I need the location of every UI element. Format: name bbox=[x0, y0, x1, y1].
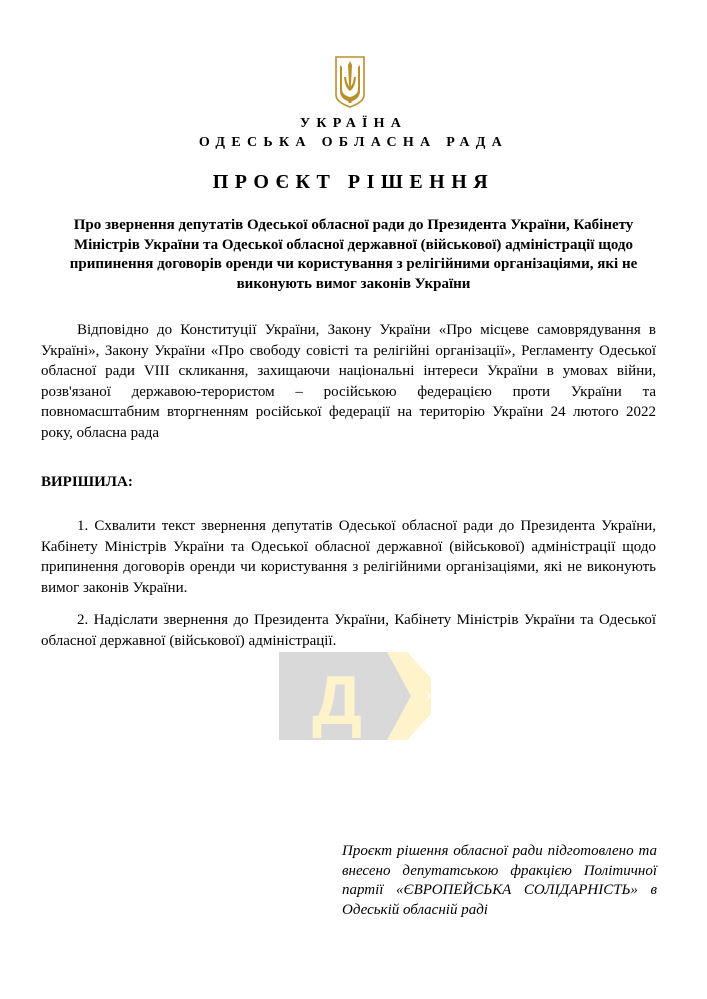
watermark-logo bbox=[279, 652, 431, 740]
watermark-letter: Д bbox=[312, 661, 362, 739]
council-name: ОДЕСЬКА ОБЛАСНА РАДА bbox=[198, 135, 509, 150]
document-title: ПРОЄКТ РІШЕННЯ bbox=[212, 171, 495, 193]
decision-item-1: 1. Схвалити текст звернення депутатів Одеської обласної ради до Президента України, Кабінету Міністрів України та Одеської обласної державної (військової) адміністрації щодо припинення договорів оренди чи користування з релігійними організаціями, які не виконують вимог законів України. bbox=[41, 518, 656, 596]
country-name: УКРАЇНА bbox=[299, 116, 408, 131]
author-note: Проєкт рішення обласної ради підготовлено та внесено депутатською фракцією Політичної партії «ЄВРОПЕЙСЬКА СОЛІДАРНІСТЬ» в Одеській обласній раді bbox=[342, 843, 657, 918]
decision-subject: Про звернення депутатів Одеської обласної ради до Президента України, Кабінету Міністрів України та Одеської обласної державної (військової) адміністрації щодо припинення договорів оренди чи користування з релігійними організаціями, які не виконують вимог законів України bbox=[69, 217, 638, 292]
preamble-paragraph: Відповідно до Конституції України, Закону України «Про місцеве самоврядування в Україні», Закону України «Про свободу совісті та релігійні організації», Регламенту Одеської обласної ради VIII скликання, захищаючи національні інтереси України в умовах війни, розв'язаної державою-терористом – російською федерацією проти України та повномасштабним вторгненням російської федерації на територію України 24 лютого 2022 року, обласна рада bbox=[41, 322, 656, 441]
decision-item-2: 2. Надіслати звернення до Президента України, Кабінету Міністрів України та Одеської обласної державної (військової) адміністрації. bbox=[41, 612, 656, 649]
trident-emblem-icon bbox=[333, 55, 367, 109]
decided-heading: ВИРІШИЛА: bbox=[41, 474, 133, 490]
